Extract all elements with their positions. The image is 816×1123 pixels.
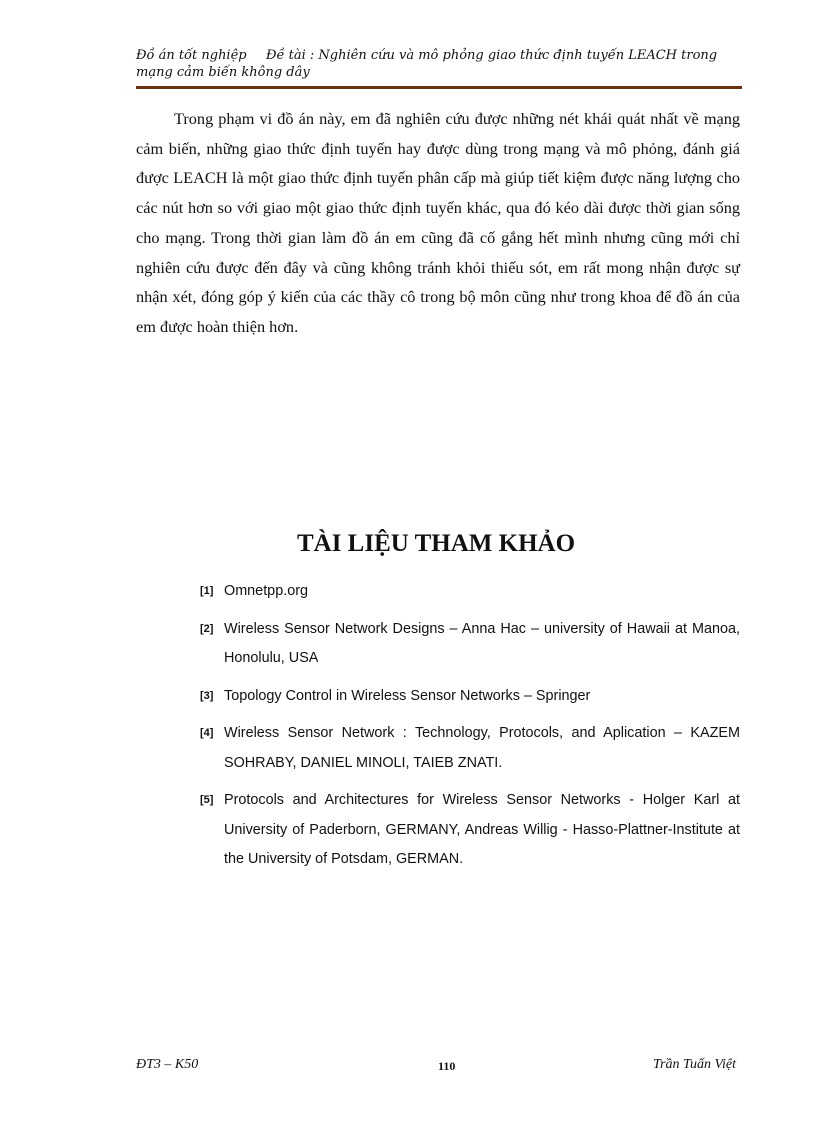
reference-number: [1] [200, 585, 214, 597]
reference-number: [3] [200, 689, 214, 702]
reference-number: [2] [200, 622, 214, 635]
reference-item [200, 577, 740, 607]
reference-text: Omnetpp.org [224, 583, 308, 599]
page-number: 110 [438, 1059, 456, 1073]
header-divider [136, 86, 742, 89]
reference-number: [5] [200, 794, 214, 806]
header-left: Đồ án tốt nghiệp [136, 48, 247, 63]
reference-text: Wireless Sensor Network : Technology, Protocols, and Aplication – KAZEM SOHRABY, DANIEL MINOLI, TAIEB ZNATI. [224, 725, 740, 771]
page-footer [136, 1057, 736, 1077]
references-title: TÀI LIỆU THAM KHẢO [296, 530, 576, 557]
reference-text: Protocols and Architectures for Wireless Sensor Networks - Holger Karl at University of Paderborn, GERMANY, Andreas Willig - Hasso-Plattner-Institute at the University of Potsdam, GERMAN. [224, 792, 740, 867]
reference-number: [4] [200, 727, 214, 739]
footer-author: Trần Tuấn Việt [653, 1057, 736, 1072]
reference-item [200, 615, 740, 674]
page-header [136, 47, 746, 81]
references-list [200, 577, 740, 883]
intro-paragraph: Trong phạm vi đồ án này, em đã nghiên cứu được những nét khái quát nhất về mạng cảm biến, những giao thức định tuyến hay được dùng trong mạng và mô phỏng, đánh giá được LEACH là một giao thức định tuyến phân cấp mà giúp tiết kiệm được năng lượng cho các nút hơn so với giao một giao thức định tuyến khác, qua đó kéo dài được thời gian sống cho mạng. Trong thời gian làm đồ án em cũng đã cố gắng hết mình nhưng cũng mới chỉ nghiên cứu được đến đây và cũng không tránh khỏi thiếu sót, em rất mong nhận được sự nhận xét, đóng góp ý kiến của các thầy cô trong bộ môn cũng như trong khoa để đồ án của em được hoàn thiện hơn. [136, 109, 740, 336]
reference-item [200, 719, 740, 778]
reference-text: Wireless Sensor Network Designs – Anna Hac – university of Hawaii at Manoa, Honolulu, USA [224, 620, 740, 666]
reference-item [200, 786, 740, 875]
header-right: Đề tài : Nghiên cứu và mô phỏng giao thức định tuyến LEACH trong mạng cảm biến không dây [136, 48, 718, 80]
footer-class: ĐT3 – K50 [136, 1057, 199, 1072]
reference-text: Topology Control in Wireless Sensor Networks – Springer [224, 687, 591, 704]
reference-item [200, 682, 740, 712]
